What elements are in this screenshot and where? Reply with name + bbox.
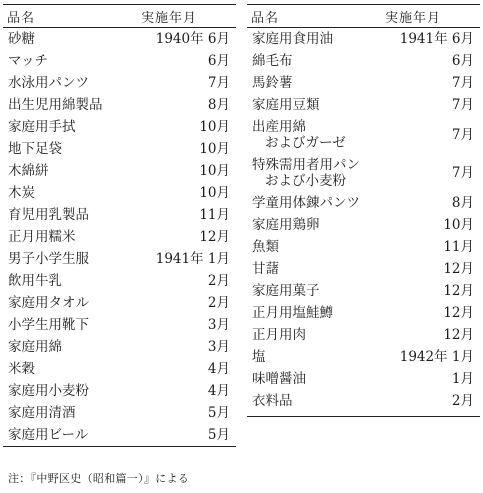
item-name-line: 塩 xyxy=(252,348,266,365)
table-row xyxy=(3,402,236,424)
item-name-line: 甘藷 xyxy=(252,260,279,277)
bottom-rule xyxy=(3,446,236,447)
source-note: 注：『中野区史（昭和篇一）』による xyxy=(8,472,190,485)
table-row xyxy=(247,72,480,94)
item-date: 1941年 1月 xyxy=(155,250,230,267)
item-name xyxy=(3,53,120,69)
table-row xyxy=(247,390,480,412)
item-date: 1月 xyxy=(451,370,474,387)
table-row xyxy=(3,204,236,226)
item-name xyxy=(247,119,364,151)
table-row xyxy=(247,116,480,154)
item-date: 7月 xyxy=(451,74,474,91)
item-name xyxy=(3,295,120,311)
item-name-line2: および小麦粉 xyxy=(265,172,346,189)
item-date: 10月 xyxy=(199,184,230,201)
item-name xyxy=(3,141,120,157)
table-body xyxy=(247,28,480,412)
item-name-line: 出産用綿 xyxy=(252,118,306,135)
item-name xyxy=(247,371,364,387)
header-name: 品名 xyxy=(7,10,36,26)
item-name xyxy=(247,261,364,277)
table-row xyxy=(3,292,236,314)
item-name-line: 正月用糯米 xyxy=(8,228,76,245)
item-name xyxy=(3,405,120,421)
item-name xyxy=(3,273,120,289)
item-date: 11月 xyxy=(443,238,474,255)
table-row xyxy=(247,280,480,302)
item-date: 7月 xyxy=(451,164,474,181)
table-row xyxy=(3,380,236,402)
item-name xyxy=(3,185,120,201)
item-name-line: 正月用肉 xyxy=(252,326,306,343)
item-name xyxy=(247,283,364,299)
item-name xyxy=(247,349,364,365)
item-date: 7月 xyxy=(207,74,230,91)
item-name xyxy=(3,339,120,355)
item-name-line: 家庭用菓子 xyxy=(252,282,320,299)
item-name-line: 家庭用小麦粉 xyxy=(8,382,89,399)
item-date: 12月 xyxy=(443,260,474,277)
item-name-line: 木綿絣 xyxy=(8,162,49,179)
table-row xyxy=(3,138,236,160)
item-name-line: 出生児用綿製品 xyxy=(8,96,103,113)
item-name-line: 学童用体錬パンツ xyxy=(252,194,360,211)
table-body xyxy=(3,28,236,446)
item-name-line: 特殊需用者用パン xyxy=(252,156,360,173)
item-name-line: 家庭用ビール xyxy=(8,426,89,443)
table-row xyxy=(3,358,236,380)
item-name-line: 家庭用タオル xyxy=(8,294,89,311)
bottom-rule xyxy=(247,416,480,417)
item-name xyxy=(3,383,120,399)
item-name xyxy=(3,251,120,267)
item-name-line: 米穀 xyxy=(8,360,35,377)
item-date: 7月 xyxy=(451,126,474,143)
table-row xyxy=(247,236,480,258)
table-row xyxy=(3,336,236,358)
item-date: 3月 xyxy=(207,338,230,355)
item-name xyxy=(3,361,120,377)
item-name xyxy=(247,195,364,211)
item-name-line: 水泳用パンツ xyxy=(8,74,89,91)
item-date: 4月 xyxy=(207,382,230,399)
table-row xyxy=(247,94,480,116)
table-row xyxy=(3,270,236,292)
table-row xyxy=(3,314,236,336)
item-name xyxy=(3,75,120,91)
left-table xyxy=(3,4,236,447)
item-date: 8月 xyxy=(207,96,230,113)
table-header xyxy=(3,5,236,27)
item-date: 2月 xyxy=(451,392,474,409)
item-date: 2月 xyxy=(207,294,230,311)
table-row xyxy=(3,28,236,50)
item-date: 4月 xyxy=(207,360,230,377)
table-row xyxy=(3,50,236,72)
item-name xyxy=(3,97,120,113)
item-date: 5月 xyxy=(207,404,230,421)
table-row xyxy=(3,424,236,446)
item-date: 6月 xyxy=(451,52,474,69)
item-name-line: マッチ xyxy=(8,52,48,69)
table-row xyxy=(247,258,480,280)
item-name-line: 綿毛布 xyxy=(252,52,293,69)
item-date: 1941年 6月 xyxy=(399,30,474,47)
item-name-line: 家庭用豆類 xyxy=(252,96,320,113)
item-name-line: 家庭用綿 xyxy=(8,338,62,355)
item-name xyxy=(3,229,120,245)
item-name xyxy=(247,157,364,189)
item-name-line: 家庭用清酒 xyxy=(8,404,76,421)
item-date: 5月 xyxy=(207,426,230,443)
item-name-line: 馬鈴薯 xyxy=(252,74,293,91)
table-header xyxy=(247,5,480,27)
item-date: 6月 xyxy=(207,52,230,69)
table-row xyxy=(247,28,480,50)
item-name-line: 衣料品 xyxy=(252,392,293,409)
item-name-line2: およびガーゼ xyxy=(265,134,346,151)
item-name xyxy=(247,217,364,233)
item-name-line: 家庭用手拭 xyxy=(8,118,76,135)
table-row xyxy=(247,302,480,324)
right-table xyxy=(247,4,480,417)
item-date: 1942年 1月 xyxy=(399,348,474,365)
table-row xyxy=(247,50,480,72)
item-name xyxy=(247,305,364,321)
item-date: 3月 xyxy=(207,316,230,333)
item-name xyxy=(247,327,364,343)
table-row xyxy=(247,346,480,368)
header-date: 実施年月 xyxy=(141,10,198,26)
item-date: 10月 xyxy=(199,118,230,135)
table-row xyxy=(3,248,236,270)
item-name xyxy=(3,207,120,223)
item-date: 12月 xyxy=(443,282,474,299)
item-date: 11月 xyxy=(199,206,230,223)
item-name-line: 育児用乳製品 xyxy=(8,206,89,223)
item-name-line: 家庭用鶏卵 xyxy=(252,216,320,233)
item-date: 8月 xyxy=(451,194,474,211)
table-row xyxy=(247,154,480,192)
item-name xyxy=(247,53,364,69)
item-name-line: 正月用塩鮭鱒 xyxy=(252,304,333,321)
item-name xyxy=(3,31,120,47)
table-row xyxy=(3,116,236,138)
item-date: 10月 xyxy=(199,162,230,179)
item-name xyxy=(247,31,364,47)
item-name-line: 家庭用食用油 xyxy=(252,30,333,47)
item-date: 1940年 6月 xyxy=(155,30,230,47)
table-row xyxy=(3,226,236,248)
item-date: 7月 xyxy=(451,96,474,113)
item-name-line: 男子小学生服 xyxy=(8,250,89,267)
item-date: 10月 xyxy=(443,216,474,233)
header-date: 実施年月 xyxy=(385,10,442,26)
item-date: 12月 xyxy=(199,228,230,245)
table-row xyxy=(3,182,236,204)
item-name-line: 砂糖 xyxy=(8,30,35,47)
item-name-line: 小学生用靴下 xyxy=(8,316,89,333)
item-date: 2月 xyxy=(207,272,230,289)
item-name-line: 魚類 xyxy=(252,238,279,255)
item-name xyxy=(3,427,120,443)
item-name xyxy=(247,97,364,113)
table-row xyxy=(3,72,236,94)
table-row xyxy=(247,192,480,214)
item-name xyxy=(3,317,120,333)
item-name xyxy=(3,163,120,179)
item-name-line: 飲用牛乳 xyxy=(8,272,62,289)
item-name-line: 地下足袋 xyxy=(8,140,62,157)
table-row xyxy=(247,324,480,346)
item-name xyxy=(247,239,364,255)
table-row xyxy=(247,368,480,390)
header-name: 品名 xyxy=(251,10,280,26)
table-row xyxy=(3,94,236,116)
item-date: 12月 xyxy=(443,326,474,343)
item-date: 12月 xyxy=(443,304,474,321)
item-name-line: 味噌醤油 xyxy=(252,370,306,387)
item-name xyxy=(3,119,120,135)
item-name xyxy=(247,75,364,91)
table-row xyxy=(247,214,480,236)
item-date: 10月 xyxy=(199,140,230,157)
item-name-line: 木炭 xyxy=(8,184,35,201)
item-name xyxy=(247,393,364,409)
table-row xyxy=(3,160,236,182)
